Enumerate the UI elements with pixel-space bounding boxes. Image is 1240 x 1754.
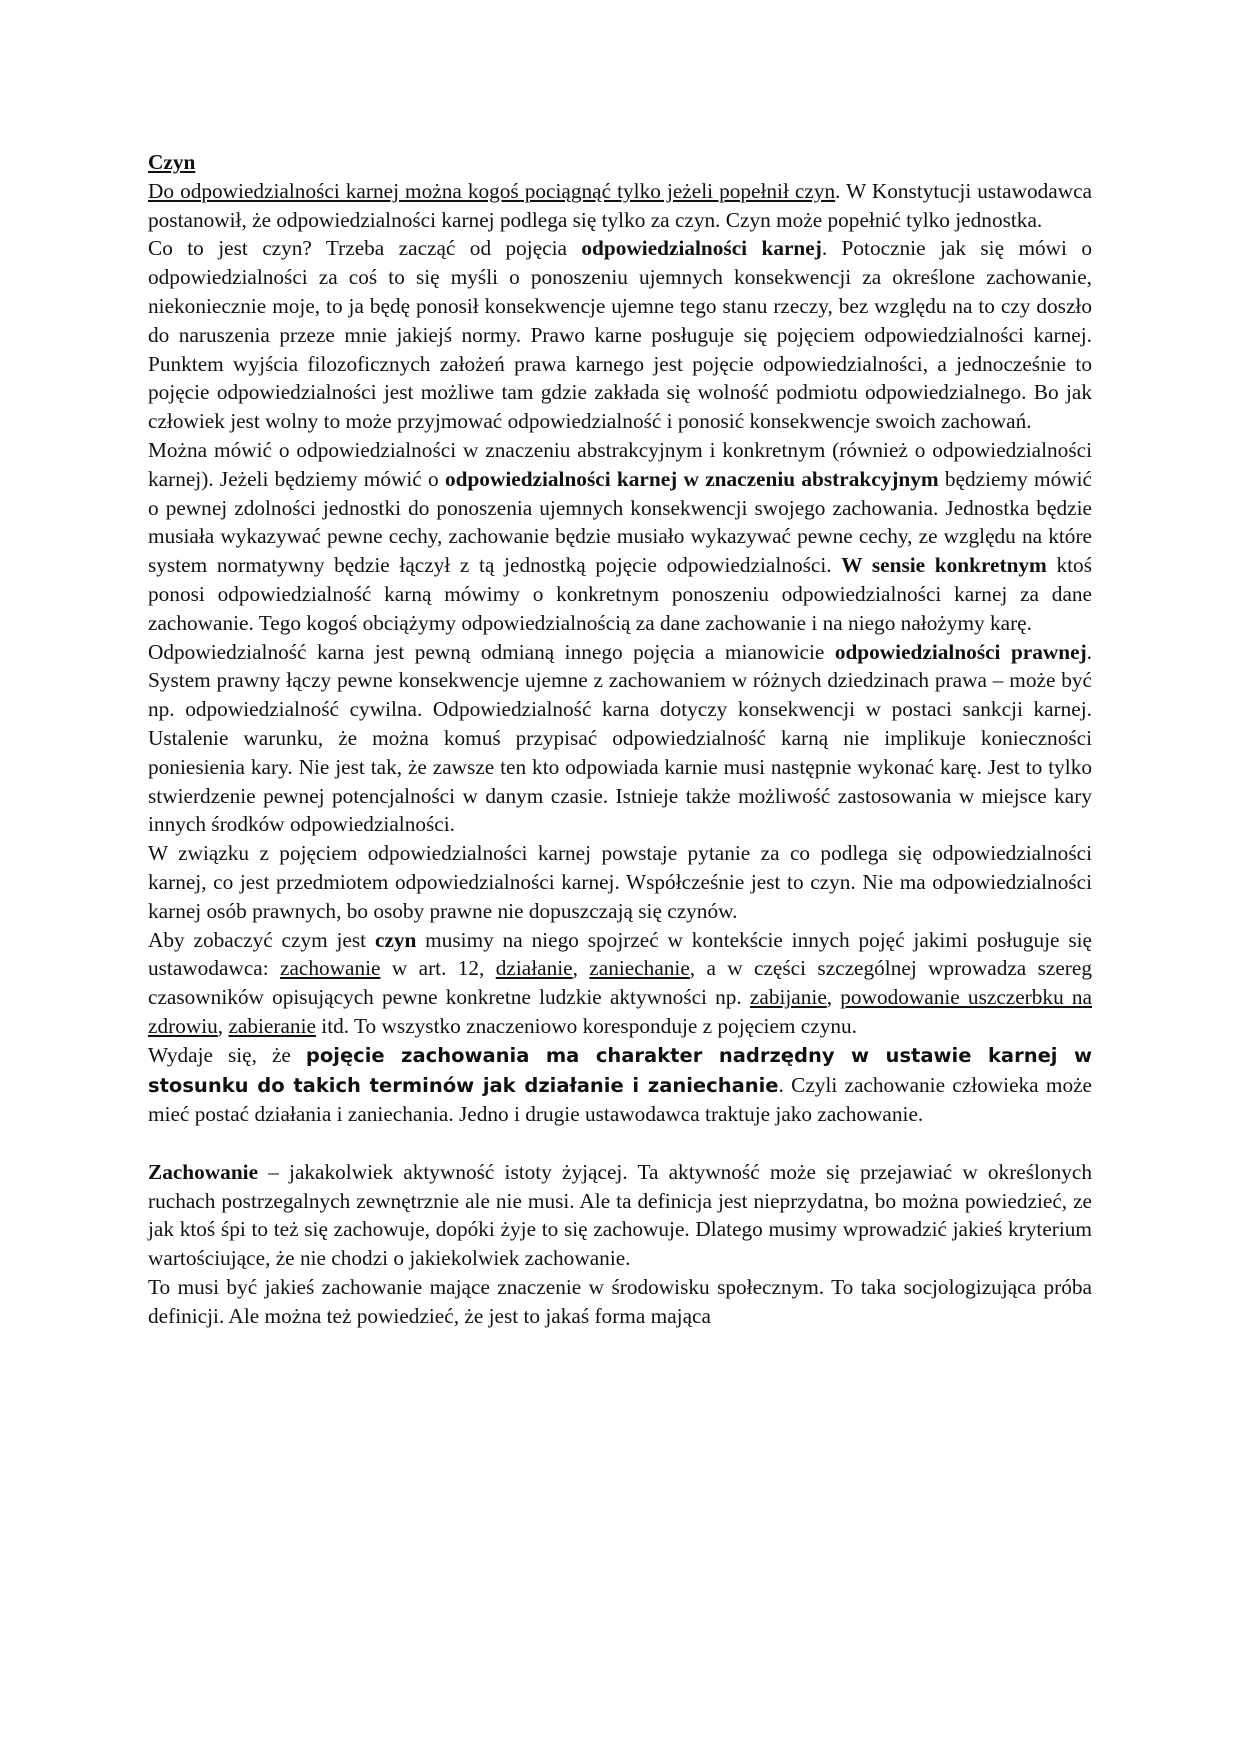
bold-term: W sensie konkretnym [841, 553, 1047, 578]
bold-term: pojęcie zachowania ma charakter nadrzędny w ustawie karnej w stosunku do takich terminów jak działanie i zaniechanie [148, 1043, 1092, 1097]
paragraph-gap [148, 1129, 1092, 1158]
bold-term: odpowiedzialności prawnej [834, 639, 1087, 664]
underlined-term: zaniechanie [589, 956, 690, 981]
bold-term: czyn [374, 927, 417, 952]
underlined-term: powodowanie uszczerbku na zdrowiu [148, 985, 1092, 1038]
underlined-term: zabijanie [749, 985, 827, 1010]
heading-czyn: Czyn [148, 150, 196, 174]
bold-term: Zachowanie [148, 1159, 259, 1184]
paragraph-6: Aby zobaczyć czym jest czyn musimy na niego spojrzeć w kontekście innych pojęć jakimi posługuje się ustawodawca: zachowanie w art. 12, działanie, zaniechanie, a w części szczególnej wprowadza szereg czasowników opisujących pewne konkretne ludzkie aktywności np. zabijanie, powodowanie uszczerbku na zdrowiu, zabieranie itd. To wszystko znaczeniowo koresponduje z pojęciem czynu. [148, 927, 1092, 1038]
paragraph-7: Wydaje się, że pojęcie zachowania ma charakter nadrzędny w ustawie karnej w stosunku do takich terminów jak działanie i zaniechanie. Czyli zachowanie człowieka może mieć postać działania i zaniechania. Jedno i drugie ustawodawca traktuje jako zachowanie. [148, 1042, 1092, 1127]
paragraph-8: Zachowanie – jakakolwiek aktywność istoty żyjącej. Ta aktywność może się przejawiać w określonych ruchach postrzegalnych zewnętrznie ale nie musi. Ale ta definicja jest nieprzydatna, bo można powiedzieć, ze jak ktoś śpi to też się zachowuje, dopóki żyje to się zachowuje. Dlatego musimy wprowadzić jakieś kryterium wartościujące, że nie chodzi o jakiekolwiek zachowanie. [148, 1159, 1092, 1271]
section-heading [148, 148, 1092, 177]
paragraph-5: W związku z pojęciem odpowiedzialności karnej powstaje pytanie za co podlega się odpowiedzialności karnej, co jest przedmiotem odpowiedzialności karnej. Współcześnie jest to czyn. Nie ma odpowiedzialności karnej osób prawnych, bo osoby prawne nie dopuszczają się czynów. [148, 841, 1092, 923]
underlined-term: działanie [495, 956, 573, 981]
paragraph-2: Co to jest czyn? Trzeba zacząć od pojęcia odpowiedzialności karnej. Potocznie jak się mówi o odpowiedzialności za coś to się myśli o ponoszeniu ujemnych konsekwencji za określone zachowanie, niekoniecznie moje, to ja będę ponosił konsekwencje ujemne tego stanu rzeczy, bez względu na to czy doszło do naruszenia przeze mnie jakiejś normy. Prawo karne posługuje się pojęciem odpowiedzialności karnej. Punktem wyjścia filozoficznych założeń prawa karnego jest pojęcie odpowiedzialności, a jednocześnie to pojęcie odpowiedzialności jest możliwe tam gdzie zakłada się wolność podmiotu odpowiedzialnego. Bo jak człowiek jest wolny to może przyjmować odpowiedzialność i ponosić konsekwencje swoich zachowań. [148, 236, 1093, 434]
underlined-term: zachowanie [280, 956, 381, 981]
document-body [148, 148, 1092, 1331]
paragraph-3: Można mówić o odpowiedzialności w znaczeniu abstrakcyjnym i konkretnym (również o odpowiedzialności karnej). Jeżeli będziemy mówić o odpowiedzialności karnej w znaczeniu abstrakcyjnym będziemy mówić o pewnej zdolności jednostki do ponoszenia ujemnych konsekwencji swojego zachowania. Jednostka będzie musiała wykazywać pewne cechy, zachowanie będzie musiało wykazywać pewne cechy, ze względu na które system normatywny będzie łączył z tą jednostką pojęcie odpowiedzialności. W sensie konkretnym ktoś ponosi odpowiedzialność karną mówimy o konkretnym ponoszeniu odpowiedzialności karnej za dane zachowanie. Tego kogoś obciążymy odpowiedzialnością za dane zachowanie i na niego nałożymy karę. [148, 437, 1092, 635]
paragraph-1: Do odpowiedzialności karnej można kogoś pociągnąć tylko jeżeli popełnił czyn. W Konstytucji ustawodawca postanowił, że odpowiedzialności karnej podlega się tylko za czyn. Czyn może popełnić tylko jednostka. [148, 178, 1092, 232]
underlined-term: zabieranie [228, 1013, 316, 1038]
bold-term: odpowiedzialności karnej [581, 236, 822, 261]
paragraph-4: Odpowiedzialność karna jest pewną odmianą innego pojęcia a mianowicie odpowiedzialności prawnej. System prawny łączy pewne konsekwencje ujemne z zachowaniem w różnych dziedzinach prawa – może być np. odpowiedzialność cywilna. Odpowiedzialność karna dotyczy konsekwencji w postaci sankcji karnej. Ustalenie warunku, że można komuś przypisać odpowiedzialność karną nie implikuje konieczności poniesienia kary. Nie jest tak, że zawsze ten kto odpowiada karnie musi następnie wykonać karę. Jest to tylko stwierdzenie pewnej potencjalności w danym czasie. Istnieje także możliwość zastosowania w miejsce kary innych środków odpowiedzialności. [148, 639, 1092, 837]
paragraph-9: To musi być jakieś zachowanie mające znaczenie w środowisku społecznym. To taka socjologizująca próba definicji. Ale można też powiedzieć, że jest to jakaś forma mająca [148, 1275, 1092, 1328]
bold-term: odpowiedzialności karnej w znaczeniu abstrakcyjnym [444, 466, 939, 491]
